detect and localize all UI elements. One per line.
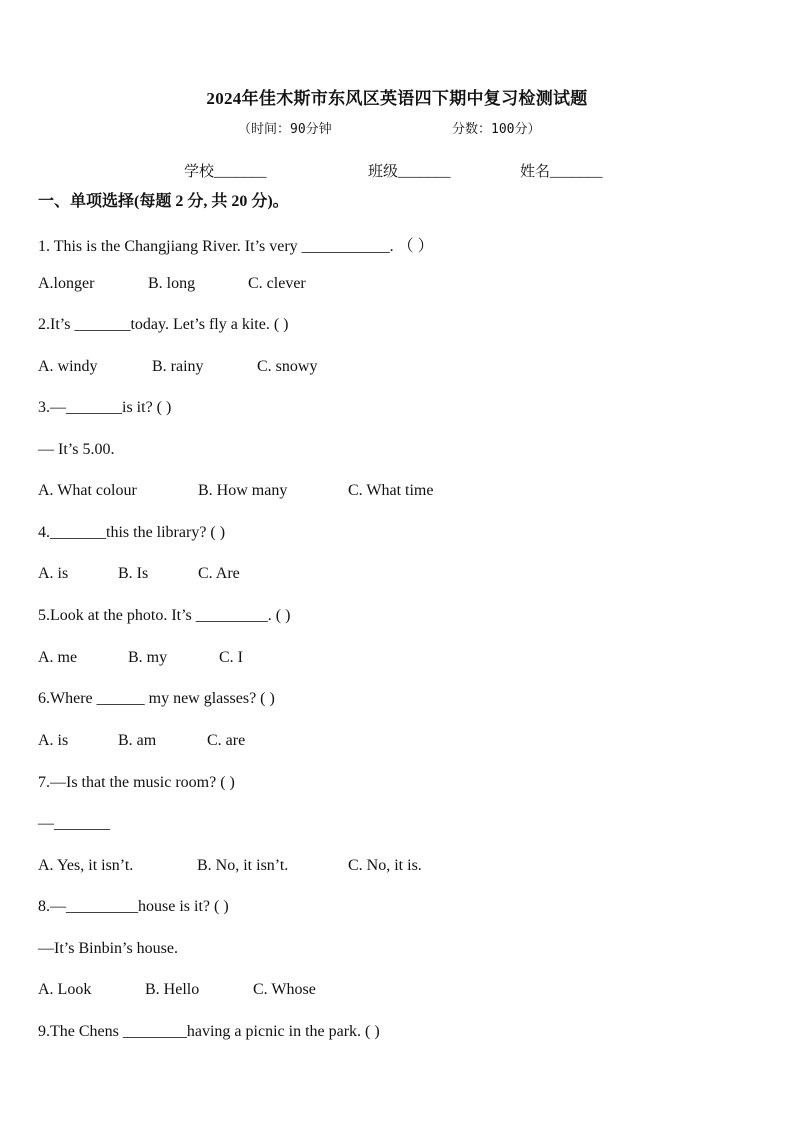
school-field: 学校_______ bbox=[184, 164, 267, 180]
exam-title: 2024年佳木斯市东风区英语四下期中复习检测试题 bbox=[206, 89, 588, 108]
question-options bbox=[38, 482, 433, 500]
option-c: C. Whose bbox=[253, 981, 316, 998]
question-options bbox=[38, 565, 240, 583]
option-b: B. No, it isn’t. bbox=[197, 857, 289, 874]
question-stem: 2.It’s _______today. Let’s fly a kite. ( ) bbox=[38, 316, 289, 333]
question-stem: 4._______this the library? ( ) bbox=[38, 524, 226, 541]
option-b: B. am bbox=[118, 732, 157, 749]
option-c: C. are bbox=[207, 732, 246, 749]
section-heading: 一、单项选择(每题 2 分, 共 20 分)。 bbox=[38, 193, 289, 210]
question-stem: 1. This is the Changjiang River. It’s very ___________. （ ） bbox=[38, 238, 434, 255]
option-b: B. How many bbox=[198, 482, 288, 499]
option-c: C. Are bbox=[198, 565, 240, 582]
question-options bbox=[38, 649, 243, 667]
option-c: C. No, it is. bbox=[348, 857, 422, 874]
answer-line: — It’s 5.00. bbox=[38, 441, 115, 458]
time-label: （时间：90分钟 bbox=[238, 122, 332, 137]
question-stem: 6.Where ______ my new glasses? ( ) bbox=[38, 690, 275, 707]
option-a: A. me bbox=[38, 649, 78, 666]
class-field: 班级_______ bbox=[368, 164, 451, 180]
option-b: B. rainy bbox=[152, 358, 204, 375]
question-options bbox=[38, 981, 316, 999]
question-stem: 8.—_________house is it? ( ) bbox=[38, 898, 229, 915]
option-c: C. I bbox=[219, 649, 243, 666]
score-label: 分数：100分） bbox=[452, 122, 541, 137]
question-stem: 7.—Is that the music room? ( ) bbox=[38, 774, 235, 791]
question-options bbox=[38, 275, 306, 293]
answer-line: —It’s Binbin’s house. bbox=[38, 940, 179, 957]
option-a: A. is bbox=[38, 732, 69, 749]
question-stem: 9.The Chens ________having a picnic in the park. ( ) bbox=[38, 1023, 380, 1040]
option-a: A. windy bbox=[38, 358, 98, 375]
question-options bbox=[38, 358, 317, 376]
option-a: A. What colour bbox=[38, 482, 137, 499]
question-stem: 5.Look at the photo. It’s _________. ( ) bbox=[38, 607, 291, 624]
answer-line: —_______ bbox=[38, 815, 110, 832]
question-options bbox=[38, 732, 245, 750]
option-c: C. What time bbox=[348, 482, 434, 499]
option-b: B. long bbox=[148, 275, 196, 292]
option-b: B. Hello bbox=[145, 981, 200, 998]
option-a: A.longer bbox=[38, 275, 95, 292]
option-a: A. Yes, it isn’t. bbox=[38, 857, 134, 874]
option-c: C. snowy bbox=[257, 358, 318, 375]
question-stem: 3.—_______is it? ( ) bbox=[38, 399, 172, 416]
name-field: 姓名_______ bbox=[520, 164, 603, 180]
option-b: B. Is bbox=[118, 565, 149, 582]
question-options bbox=[38, 857, 422, 875]
option-a: A. Look bbox=[38, 981, 92, 998]
option-a: A. is bbox=[38, 565, 69, 582]
option-c: C. clever bbox=[248, 275, 306, 292]
option-b: B. my bbox=[128, 649, 168, 666]
